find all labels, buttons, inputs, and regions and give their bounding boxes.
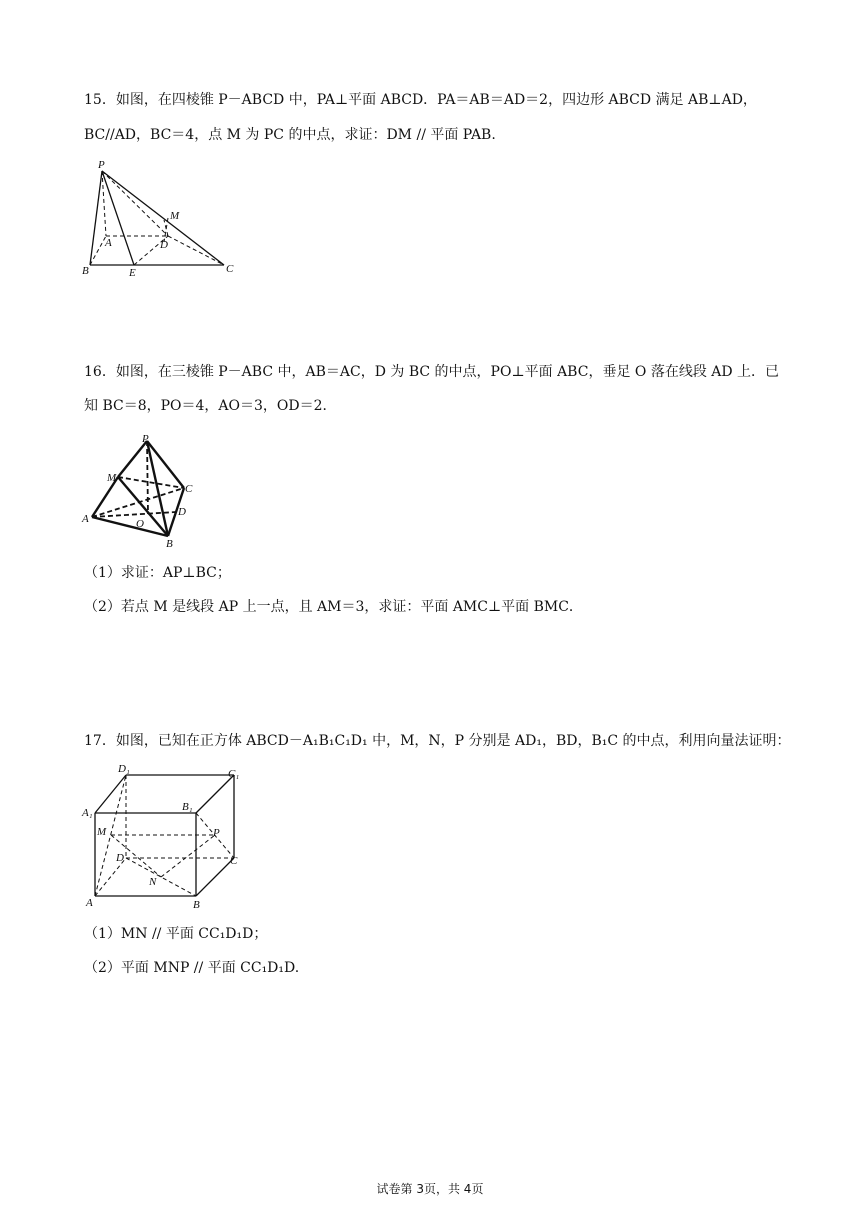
q17-label-A1: A₁ xyxy=(82,807,93,819)
q17-part1: （1）MN // 平面 CC₁D₁D； xyxy=(84,926,268,942)
q17-label-D1: D₁ xyxy=(118,763,130,775)
q17-label-B: B xyxy=(193,899,200,910)
q16-label-M: M xyxy=(107,472,117,484)
q16-label-B: B xyxy=(166,538,173,550)
q17-label-B1: B₁ xyxy=(182,801,193,813)
q16-label-D: D xyxy=(178,506,186,518)
q15-label-M: M xyxy=(170,210,180,222)
q17-cube-figure xyxy=(78,760,248,910)
q17-label-N: N xyxy=(149,876,157,888)
q16-label-O: O xyxy=(136,518,144,530)
q15-label-C: C xyxy=(226,263,234,275)
q15-text-line2: BC//AD，BC＝4，点 M 为 PC 的中点，求证：DM // 平面 PAB. xyxy=(84,127,496,143)
q17-label-C: C xyxy=(230,855,238,867)
q17-text-line1: 17．如图，已知在正方体 ABCD－A₁B₁C₁D₁ 中，M，N，P 分别是 AD₁，BD，B₁C 的中点，利用向量法证明： xyxy=(84,733,791,749)
q15-label-E: E xyxy=(129,267,136,278)
q17-label-P: P xyxy=(213,827,220,839)
q15-label-A: A xyxy=(105,237,112,249)
page-footer: 试卷第 3页，共 4页 xyxy=(376,1182,484,1196)
q16-part1: （1）求证：AP⊥BC； xyxy=(84,565,231,581)
q17-part2: （2）平面 MNP // 平面 CC₁D₁D. xyxy=(84,960,300,976)
q15-text-line1: 15．如图，在四棱锥 P－ABCD 中，PA⊥平面 ABCD．PA＝AB＝AD＝2，四边形 ABCD 满足 AB⊥AD， xyxy=(84,92,757,108)
q16-part2: （2）若点 M 是线段 AP 上一点，且 AM＝3，求证：平面 AMC⊥平面 BMC． xyxy=(84,599,583,615)
q16-label-C: C xyxy=(185,483,193,495)
q15-label-B: B xyxy=(82,265,89,277)
q15-pyramid-figure xyxy=(78,158,248,278)
q15-label-D: D xyxy=(160,239,168,251)
q16-text-line2: 知 BC＝8，PO＝4，AO＝3，OD＝2． xyxy=(84,398,337,414)
q17-label-A: A xyxy=(86,897,93,909)
q17-label-M: M xyxy=(97,826,107,838)
q16-text-line1: 16．如图，在三棱锥 P－ABC 中，AB＝AC，D 为 BC 的中点，PO⊥平面 ABC，垂足 O 落在线段 AD 上．已 xyxy=(84,364,780,380)
q17-label-D: D xyxy=(116,852,124,864)
q16-pyramid-figure xyxy=(80,428,205,550)
q17-label-C1: C₁ xyxy=(228,768,240,780)
q16-label-P: P xyxy=(142,433,149,445)
q16-label-A: A xyxy=(82,513,89,525)
q15-label-P: P xyxy=(98,159,105,171)
